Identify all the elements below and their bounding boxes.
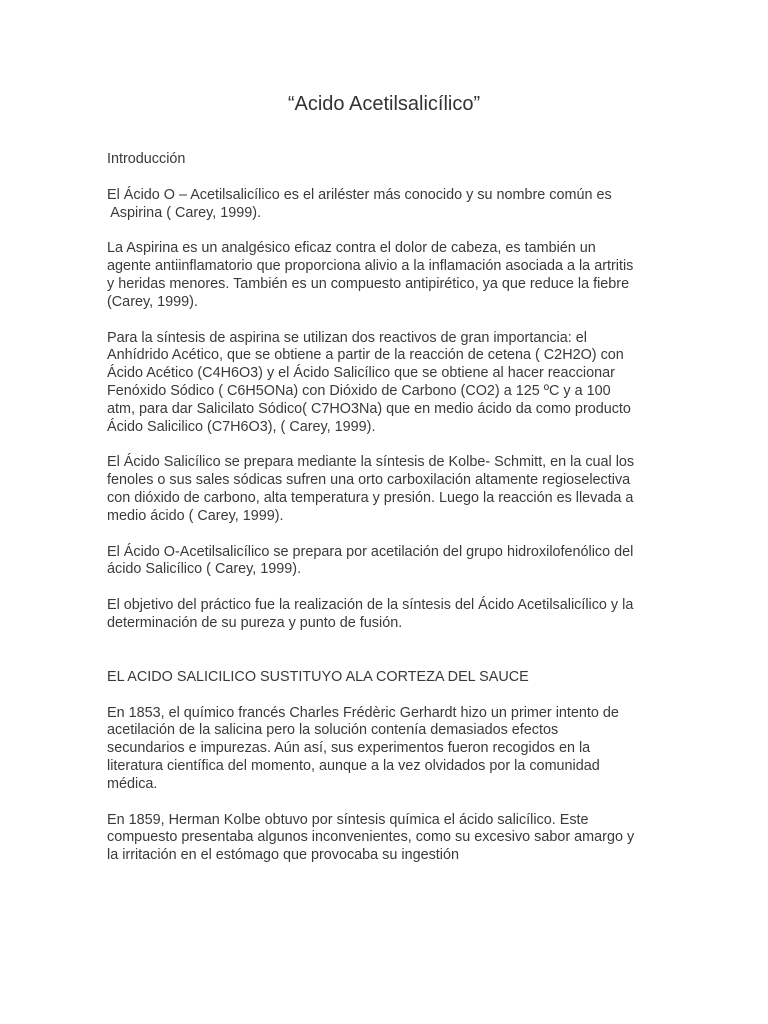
- text-line: literatura científica del momento, aunque a la vez olvidados por la comunidad: [107, 757, 600, 774]
- paragraph-objective: [107, 597, 662, 633]
- text-line: médica.: [107, 775, 158, 792]
- text-line: agente antiinflamatorio que proporciona alivio a la inflamación asociada a la artritis: [107, 258, 634, 275]
- text-line: Ácido Salicilico (C7H6O3), ( Carey, 1999).: [107, 418, 376, 435]
- text-line: compuesto presentaba algunos inconvenientes, como su excesivo sabor amargo y: [107, 829, 635, 846]
- paragraph-gerhardt: [107, 705, 662, 794]
- paragraph-kolbe-schmitt: [107, 454, 662, 525]
- paragraph-uses: [107, 240, 662, 311]
- text-line: El objetivo del práctico fue la realización de la síntesis del Ácido Acetilsalicílico y la: [107, 597, 634, 614]
- text-line: atm, para dar Salicilato Sódico( C7HO3Na) que en medio ácido da como producto: [107, 400, 631, 417]
- text-line: El Ácido Salicílico se prepara mediante la síntesis de Kolbe- Schmitt, en la cual los: [107, 454, 635, 471]
- intro-heading: Introducción: [107, 151, 186, 167]
- text-line: fenoles o sus sales sódicas sufren una orto carboxilación altamente regioselectiva: [107, 472, 631, 489]
- text-line: acetilación de la salicina pero la solución contenía demasiados efectos: [107, 722, 559, 739]
- paragraph-kolbe: [107, 812, 662, 865]
- text-line: El Ácido O – Acetilsalicílico es el ariléster más conocido y su nombre común es: [107, 186, 612, 203]
- section-heading: EL ACIDO SALICILICO SUSTITUYO ALA CORTEZA DEL SAUCE: [107, 668, 529, 685]
- paragraph-acetylation: [107, 544, 662, 580]
- text-line: Para la síntesis de aspirina se utilizan dos reactivos de gran importancia: el: [107, 329, 587, 346]
- text-line: En 1859, Herman Kolbe obtuvo por síntesis química el ácido salicílico. Este: [107, 811, 589, 828]
- paragraph-reagents: [107, 330, 662, 437]
- document-body: [107, 151, 662, 883]
- text-line: Aspirina ( Carey, 1999).: [107, 204, 262, 221]
- text-line: (Carey, 1999).: [107, 293, 198, 310]
- text-line: con dióxido de carbono, alta temperatura y presión. Luego la reacción es llevada a: [107, 489, 634, 506]
- text-line: secundarios e impurezas. Aún así, sus experimentos fueron recogidos en la: [107, 740, 591, 757]
- paragraph-definition: [107, 187, 662, 223]
- document-title: “Acido Acetilsalicílico”: [287, 93, 481, 115]
- text-line: El Ácido O-Acetilsalicílico se prepara por acetilación del grupo hidroxilofenólico del: [107, 543, 634, 560]
- text-line: la irritación en el estómago que provocaba su ingestión: [107, 847, 459, 864]
- text-line: La Aspirina es un analgésico eficaz contra el dolor de cabeza, es también un: [107, 240, 596, 257]
- text-line: Fenóxido Sódico ( C6H5ONa) con Dióxido de Carbono (CO2) a 125 ºC y a 100: [107, 382, 611, 399]
- text-line: determinación de su pureza y punto de fusión.: [107, 614, 403, 631]
- text-line: medio ácido ( Carey, 1999).: [107, 507, 284, 524]
- text-line: Anhídrido Acético, que se obtiene a partir de la reacción de cetena ( C2H2O) con: [107, 347, 624, 364]
- text-line: ácido Salicílico ( Carey, 1999).: [107, 561, 302, 578]
- text-line: En 1853, el químico francés Charles Frédèric Gerhardt hizo un primer intento de: [107, 704, 619, 721]
- text-line: y heridas menores. También es un compuesto antipirético, ya que reduce la fiebre: [107, 275, 630, 292]
- text-line: Ácido Acético (C4H6O3) y el Ácido Salicílico que se obtiene al hacer reaccionar: [107, 365, 615, 382]
